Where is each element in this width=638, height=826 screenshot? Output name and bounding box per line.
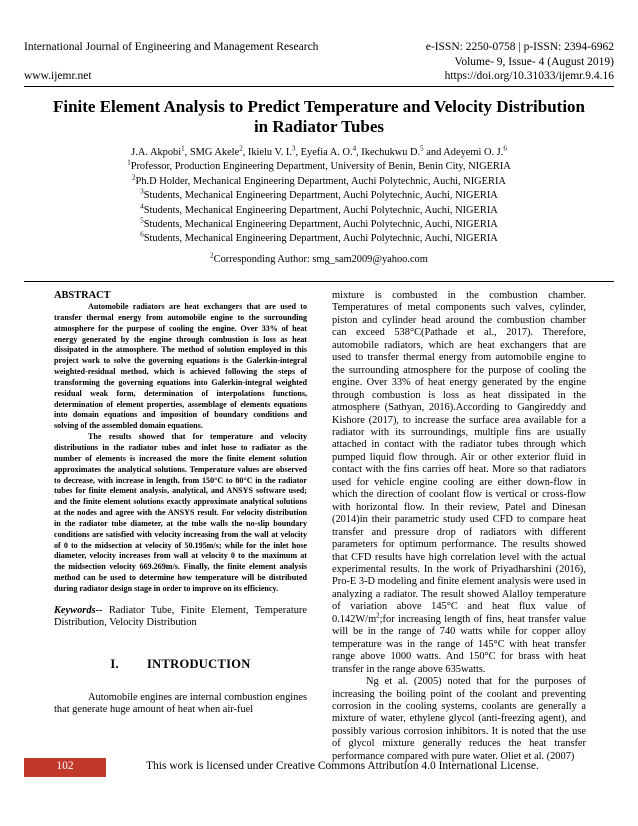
- license-text[interactable]: This work is licensed under Creative Commons Attribution 4.0 International License.: [146, 760, 539, 772]
- keywords-text: Radiator Tube, Finite Element, Temperature Distribution, Velocity Distribution: [54, 604, 307, 629]
- affiliation-sup: 2: [132, 173, 136, 182]
- header-rule: [24, 86, 614, 87]
- volume-issue: Volume- 9, Issue- 4 (August 2019): [454, 56, 614, 68]
- author-sup: 1: [181, 144, 185, 153]
- affiliation-sup: 1: [127, 158, 131, 167]
- author-sup: 2: [239, 144, 243, 153]
- author-name: Ikechukwu D.: [361, 147, 421, 158]
- affiliation-text: Professor, Production Engineering Department, University of Benin, Benin City, NIGERIA: [130, 161, 511, 173]
- title-line-2: in Radiator Tubes: [253, 117, 385, 136]
- affiliation-sup: 4: [140, 202, 144, 211]
- affiliation-line: [24, 204, 614, 218]
- section-title: INTRODUCTION: [146, 656, 251, 671]
- keywords-label: Keywords--: [54, 604, 103, 616]
- doi-link[interactable]: https://doi.org/10.31033/ijemr.9.4.16: [444, 70, 614, 82]
- corresponding-author: [24, 251, 614, 265]
- author-sup: 3: [291, 144, 296, 153]
- right-paragraph-1: [332, 290, 586, 676]
- title-line-1: Finite Element Analysis to Predict Temperature and Velocity Distribution: [52, 97, 586, 116]
- right-column: [332, 290, 586, 763]
- author-names: [24, 146, 614, 160]
- author-sup: 4: [352, 144, 357, 153]
- introduction-body: [54, 692, 307, 717]
- abstract-body: [54, 302, 307, 595]
- abstract-paragraph-1: Automobile radiators are heat exchangers that are used to transfer thermal energy from automobile engine to the surrounding atmosphere for the purpose of cooling the engine. Over 33% of heat energy generated by the engine through combustion is loss as heat dissipated in the atmosphere. The method of solution employed in this project work to solve the governing equations is the Galerkin-integral weighted-residual method, which is achieved following the steps of transforming the governing equations into Galerkin-integral weighted residual weak form, determination of interpolations functions, determination of element properties, assemblage of elements equations into domain equations and imposition of boundary conditions and solving of the assembled domain equations.: [54, 302, 307, 431]
- affiliation-text: Students, Mechanical Engineering Department, Auchi Polytechnic, Auchi, NIGERIA: [143, 219, 498, 231]
- affiliation-list: [24, 160, 614, 246]
- author-name: Adeyemi O. J.: [443, 147, 504, 158]
- affiliation-text: Ph.D Holder, Mechanical Engineering Department, Auchi Polytechnic, Auchi, NIGERIA: [135, 175, 506, 187]
- journal-website-link[interactable]: www.ijemr.net: [24, 70, 92, 82]
- author-name: J.A. Akpobi: [131, 147, 182, 158]
- affiliation-line: [24, 218, 614, 232]
- affiliation-sup: 6: [140, 230, 144, 239]
- author-name: SMG Akele: [189, 147, 240, 158]
- affiliation-text: Students, Mechanical Engineering Department, Auchi Polytechnic, Auchi, NIGERIA: [143, 190, 498, 202]
- journal-name: International Journal of Engineering and Management Research: [24, 41, 319, 53]
- corresponding-text: Corresponding Author: smg_sam2009@yahoo.com: [213, 254, 428, 265]
- affiliation-text: Students, Mechanical Engineering Department, Auchi Polytechnic, Auchi, NIGERIA: [143, 233, 498, 245]
- affiliation-line: [24, 160, 614, 174]
- right-paragraph-1-text-a: mixture is combusted in the combustion chamber. Temperatures of metal components such valves, cylinder, piston and cylinder head around the combustion chamber can exceed 538°C(Pathade et al., 2017). Therefore, automobile radiators, which are heat exchangers that are used to transfer thermal energy from automobile engine to the surrounding atmosphere for the purpose of cooling the engine. Over 33% of heat energy generated by the engine through combustion is loss as heat dissipated in the atmosphere (Sathyan, 2016).According to Gangireddy and Kishore (2017), to increase the surface area available for a radiator with its surroundings, multiple fins are usually attached in contact with the radiator tubes through which pumped liquid flow through. Air or other exterior fluid in contact with the fins carries off heat. More so that radiators used for vehicle engine cooling are either down-flow in which the direction of coolant flow is vertical or cross-flow with horizontal flow. In their review, Patel and Dinesan (2014)in their parametric study used CFD to compare heat transfer and pressure drop of radiators with different parameters for optimum performance. The results showed that CFD results have high correlation level with the actual experimental results. In the work of Priyadharshini (2016), Pro-E 3-D modeling and finite element analysis were used in analyzing a radiator. The result showed Alalloy temperature of variation above 145°C and heat flux value of 0.142W/m: [332, 290, 586, 625]
- author-separator: ,: [356, 147, 362, 158]
- paper-title: [30, 97, 608, 137]
- affiliation-sup: 3: [140, 187, 144, 196]
- page-number: 102: [56, 760, 74, 772]
- affiliation-line: [24, 189, 614, 203]
- author-name: Eyefia A. O.: [300, 147, 353, 158]
- author-sup: 6: [503, 144, 507, 153]
- affiliation-line: [24, 175, 614, 189]
- page-footer: [24, 758, 614, 777]
- author-name: Ikielu V. I.: [247, 147, 292, 158]
- corresponding-sup: 2: [210, 251, 214, 260]
- issn: e-ISSN: 2250-0758 | p-ISSN: 2394-6962: [425, 41, 614, 53]
- right-paragraph-2: Ng et al. (2005) noted that for the purposes of increasing the boiling point of the coolant and preventing corrosion in the cooling systems, coolants are generally a mixture of water, ethylene glycol (anti-freezing agent), and possibly various corrosion inhibitors. It is noted that the use of glycol mixture generally reduces the heat transfer performance compared with pure water. Oliet et al. (2007): [332, 676, 586, 762]
- keywords: [54, 605, 307, 630]
- intro-paragraph-1: Automobile engines are internal combustion engines that generate huge amount of heat when air-fuel: [54, 691, 308, 716]
- section-number: I.: [110, 656, 119, 671]
- superscript-squared: 2: [376, 611, 380, 620]
- author-sup: 5: [420, 144, 424, 153]
- author-separator: ,: [242, 147, 248, 158]
- abstract-paragraph-2: The results showed that for temperature and velocity distributions in the radiator tubes and inlet hose to radiator as the number of elements is increased the more the finite element solution approximates the analytical solutions. Temperature values are observed to decrease, with increase in length, from 150°C to 80°C in the radiator tubes for finite element analysis, analytical, and ANSYS software used; and the finite element solutions exactly approximate analytical solutions at the nodes and agree with the ANSYS result. For velocity distribution in the radiator tube diameter, at the tube walls the no-slip boundary conditions are satisfied with velocity increasing from the wall at velocity of 0 to the midsection at velocity of 50.195m/s; while for the inlet hose diameter, velocity increases from wall at velocity 0 to the maximum at the midsection velocity 669.269m/s. Finally, the finite element analysis method can be used to determine how temperature will be distributed during radiator design stage in order to improve on its efficiency.: [54, 432, 307, 593]
- affiliation-sup: 5: [140, 216, 144, 225]
- abstract-heading: ABSTRACT: [54, 290, 111, 301]
- left-column: [54, 290, 307, 717]
- author-separator: ,: [295, 147, 301, 158]
- section-heading-introduction: [54, 657, 307, 672]
- author-separator: and: [423, 147, 444, 158]
- affiliation-line: [24, 232, 614, 246]
- author-block: [24, 146, 614, 247]
- affiliation-text: Students, Mechanical Engineering Department, Auchi Polytechnic, Auchi, NIGERIA: [143, 204, 498, 216]
- right-paragraph-1-text-b: ;for increasing length of fins, heat transfer value will be in the range of 740 watts while for copper alloy temperature was in the range of 145°C with heat transfer range above 1000 watts. And 150°C for brass with heat transfer in the range above 635watts.: [332, 613, 586, 675]
- author-separator: ,: [184, 147, 190, 158]
- body-rule: [24, 281, 614, 282]
